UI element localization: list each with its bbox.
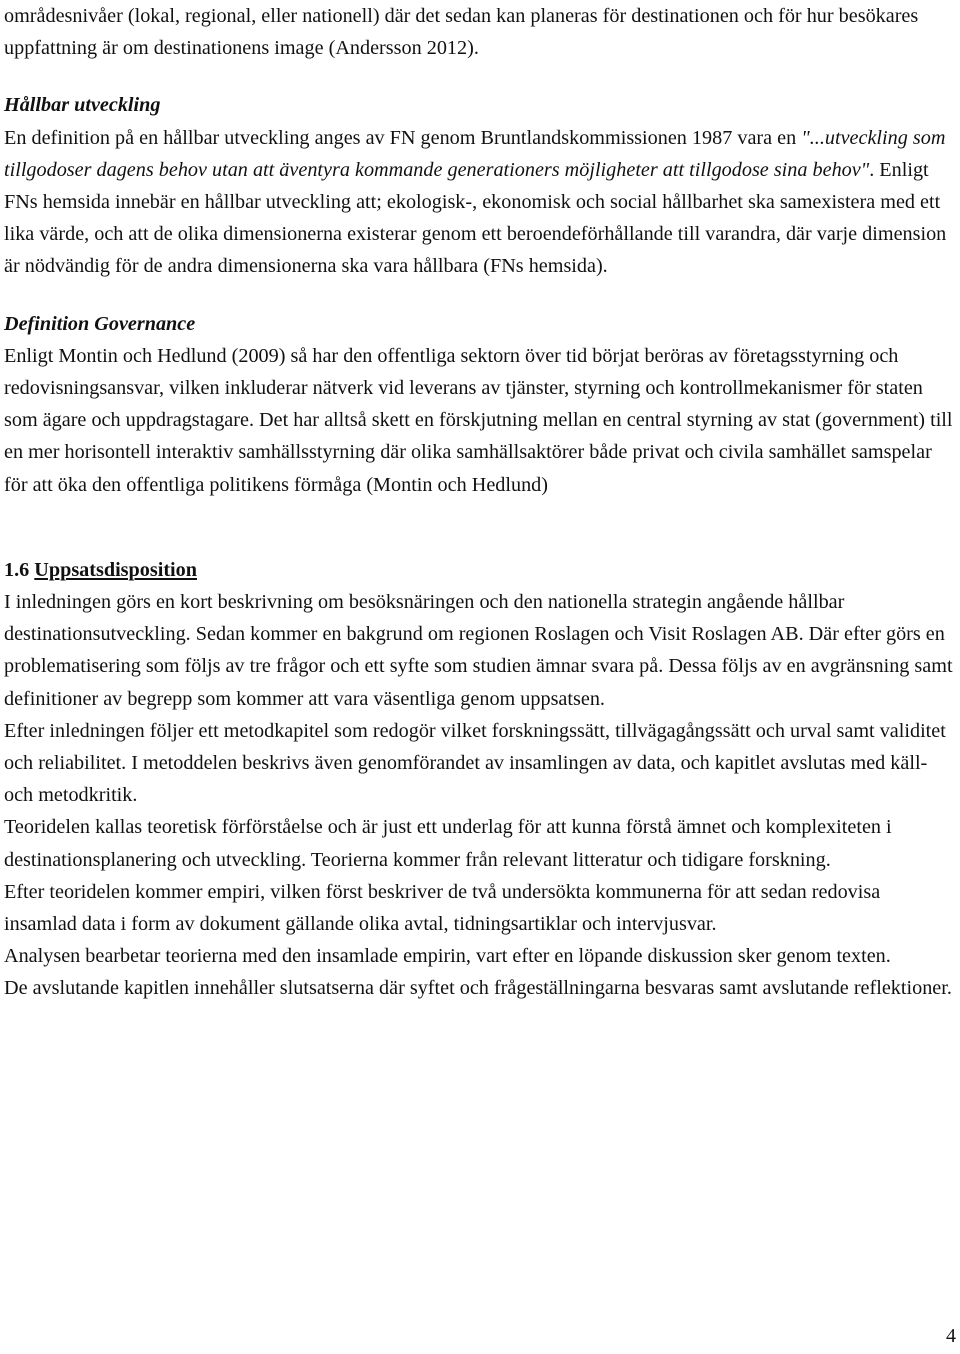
heading-hallbar-utveckling: Hållbar utveckling (4, 94, 161, 117)
spacer (4, 64, 956, 89)
disposition-paragraph-4: Efter teoridelen kommer empiri, vilken först beskriver de två undersökta kommunerna för att sedan redovisa insamlad data i form av dokument gällande olika avtal, tidningsartiklar och intervjusvar. (4, 880, 881, 936)
page-number: 4 (946, 1325, 956, 1347)
hallbar-quote: "...utveckling som tillgodoser dagens behov utan att äventyra kommande generationers möjligheter att tillgodose sina behov" (4, 126, 946, 181)
disposition-paragraph-6: De avslutande kapitlen innehåller slutsatserna där syftet och frågeställningarna besvaras samt avslutande reflektioner. (4, 977, 952, 1000)
hallbar-rest: . Enligt FNs hemsida innebär en hållbar utveckling att; ekologisk-, ekonomisk och social hållbarhet ska samexistera med ett lika värde, och att de olika dimensionerna existerar genom ett beroendeförhållande till varandra, där varje dimension är nödvändig för de andra dimensionerna ska vara hållbara (FNs hemsida). (4, 158, 947, 278)
document-page (4, 0, 956, 1005)
disposition-paragraph-2: Efter inledningen följer ett metodkapitel som redogör vilket forskningssätt, tillvägagångssätt och urval samt validitet och reliabilitet. I metoddelen beskrivs även genomförandet av insamlingen av data, och kapitlet avslutas med käll- och metodkritik. (4, 719, 946, 807)
spacer (4, 501, 956, 554)
intro-paragraph: områdesnivåer (lokal, regional, eller nationell) där det sedan kan planeras för destinationen och för hur besökares uppfattning är om destinationens image (Andersson 2012). (4, 5, 919, 60)
disposition-paragraph-3: Teoridelen kallas teoretisk förförståelse och är just ett underlag för att kunna förstå ämnet och komplexiteten i destinationsplanering och utveckling. Teorierna kommer från relevant litteratur och tidigare forskning. (4, 816, 892, 871)
section-number: 1.6 (4, 558, 30, 581)
governance-paragraph: Enligt Montin och Hedlund (2009) så har den offentliga sektorn över tid börjat beröras av företagsstyrning och redovisningsansvar, vilken inkluderar nätverk vid leverans av tjänster, styrning och kontrollmekanismer för staten som ägare och uppdragstagare. Det har alltså skett en förskjutning mellan en central styrning av stat (government) till en mer horisontell interaktiv samhällsstyrning där olika samhällsaktörer både privat och civila samhället samspelar för att öka den offentliga politikens förmåga (Montin och Hedlund) (4, 344, 953, 496)
hallbar-paragraph (4, 122, 956, 283)
section-title: Uppsatsdisposition (34, 558, 197, 581)
disposition-paragraph-1: I inledningen görs en kort beskrivning om besöksnäringen och den nationella strategin angående hållbar destinationsutveckling. Sedan kommer en bakgrund om regionen Roslagen och Visit Roslagen AB. Där efter görs en problematisering som följs av tre frågor och ett syfte som studien ämnar svara på. Dessa följs av en avgränsning samt definitioner av begrepp som kommer att vara väsentliga genom uppsatsen. (4, 591, 953, 710)
heading-definition-governance: Definition Governance (4, 312, 196, 335)
disposition-paragraph-5: Analysen bearbetar teorierna med den insamlade empirin, vart efter en löpande diskussion sker genom texten. (4, 945, 891, 968)
heading-uppsatsdisposition (4, 554, 956, 586)
spacer (4, 283, 956, 308)
hallbar-lead: En definition på en hållbar utveckling anges av FN genom Bruntlandskommissionen 1987 vara en (4, 126, 802, 149)
